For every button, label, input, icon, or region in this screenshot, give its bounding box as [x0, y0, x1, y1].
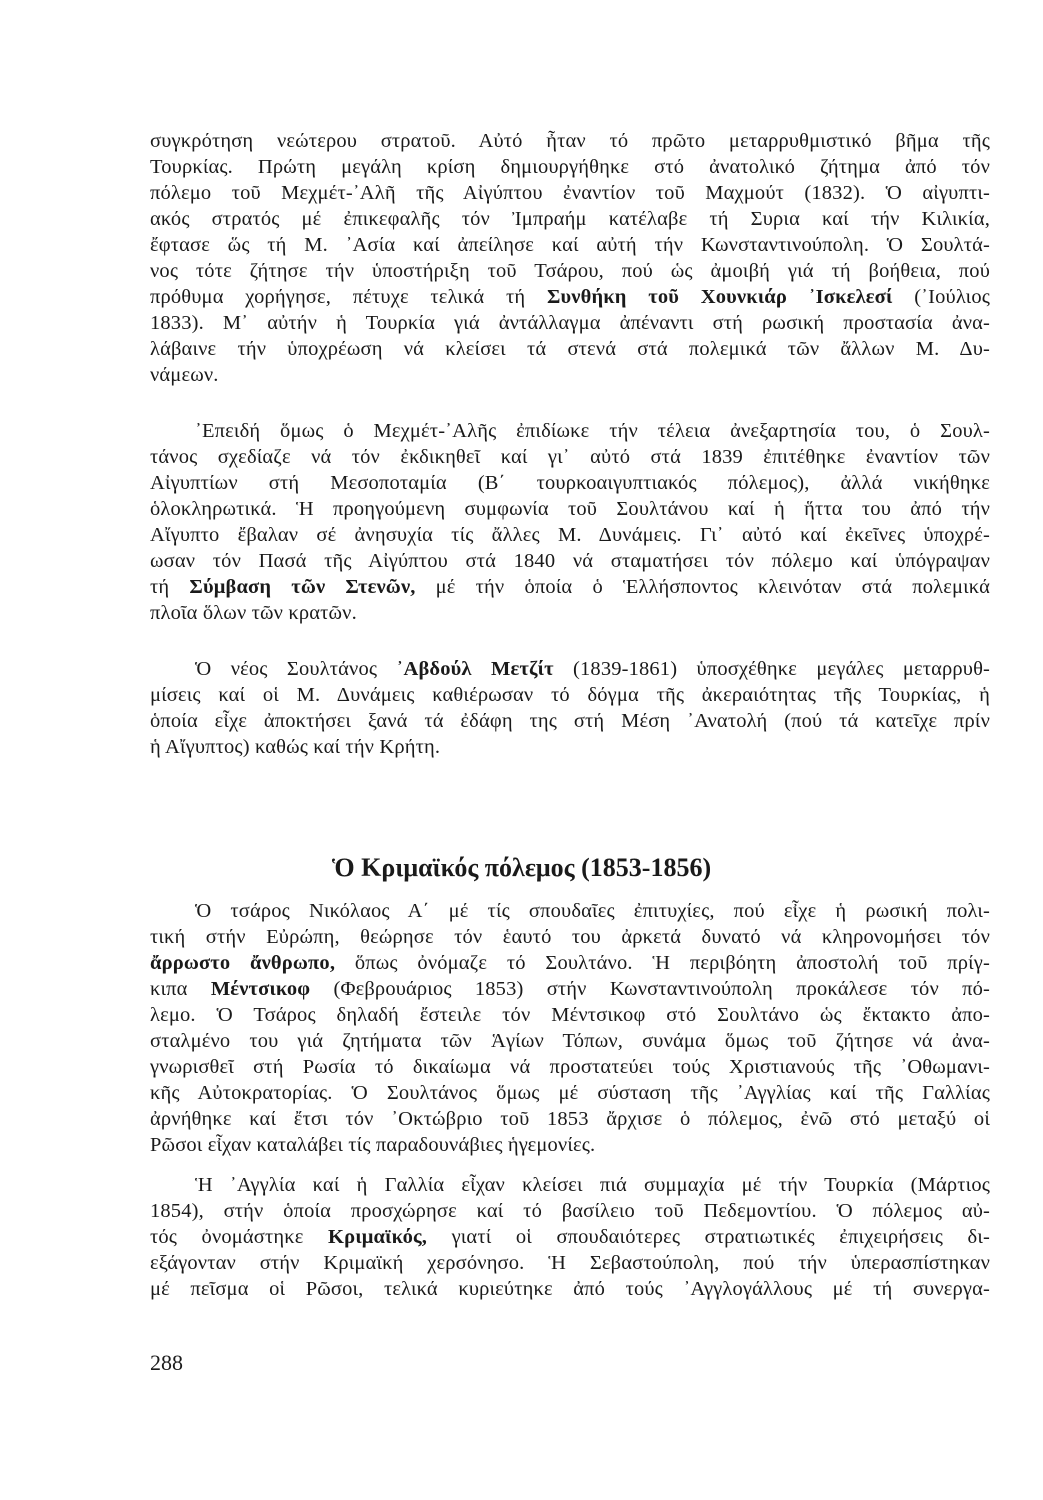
text-line: λάβαινε τήν ὑποχρέωση νά κλείσει τά στενά στά πολεμικά τῶν ἄλλων Μ. Δυ- [150, 338, 990, 360]
text-line: πλοῖα ὅλων τῶν κρατῶν. [150, 602, 357, 624]
text-line: πρόθυμα χορήγησε, πέτυχε τελικά τή Συνθήκη τοῦ Χουνκιάρ ᾿Ισκελεσί (᾿Ιούλιος [150, 286, 991, 308]
text-line: Τουρκίας. Πρώτη μεγάλη κρίση δημιουργήθηκε στό ἀνατολικό ζήτημα ἀπό τόν [150, 156, 990, 178]
text-line: τική στήν Εὐρώπη, θεώρησε τόν ἑαυτό του ἀρκετά δυνατό νά κληρονομήσει τόν [150, 926, 990, 948]
text-line: 1854), στήν ὁποία προσχώρησε καί τό βασίλειο τοῦ Πεδεμοντίου. Ὁ πόλεμος αὐ- [150, 1200, 990, 1222]
text-line: κιπα Μέντσικοφ (Φεβρουάριος 1853) στήν Κωνσταντινούπολη προκάλεσε τόν πό- [150, 978, 990, 1000]
text-line: πόλεμο τοῦ Μεχμέτ-᾿Αλῆ τῆς Αἰγύπτου ἐναντίον τοῦ Μαχμούτ (1832). Ὁ αἰγυπτι- [150, 182, 990, 204]
text-line: Ρῶσοι εἶχαν καταλάβει τίς παραδουνάβιες ἡγεμονίες. [150, 1134, 596, 1156]
text-line: εξάγονταν στήν Κριμαϊκή χερσόνησο. Ἡ Σεβαστούπολη, πού τήν ὑπερασπίστηκαν [150, 1252, 990, 1274]
text-line: τή Σύμβαση τῶν Στενῶν, μέ τήν ὁποία ὁ Ἑλλήσποντος κλεινόταν στά πολεμικά [150, 576, 990, 598]
text-line: ὁλοκληρωτικά. Ἡ προηγούμενη συμφωνία τοῦ Σουλτάνου καί ἡ ἥττα του ἀπό τήν [150, 498, 990, 520]
text-line: κῆς Αὐτοκρατορίας. Ὁ Σουλτάνος ὅμως μέ σύσταση τῆς ᾿Αγγλίας καί τῆς Γαλλίας [150, 1082, 990, 1104]
text-line: Ὁ νέος Σουλτάνος ᾿Αβδούλ Μετζίτ (1839-1861) ὑποσχέθηκε μεγάλες μεταρρυθ- [195, 658, 991, 680]
section-heading: Ὁ Κριμαϊκός πόλεμος (1853-1856) [331, 853, 712, 882]
text-line: Αἰγυπτίων στή Μεσοποταμία (Β΄ τουρκοαιγυπτιακός πόλεμος), ἀλλά νικήθηκε [150, 472, 990, 494]
text-line: ἡ Αἴγυπτος) καθώς καί τήν Κρήτη. [150, 736, 441, 758]
text-line: ακός στρατός μέ ἐπικεφαλῆς τόν Ἰμπραήμ κατέλαβε τή Συρια καί τήν Κιλικία, [150, 208, 990, 230]
bold-term: Συνθήκη τοῦ Χουνκιάρ ᾿Ισκελεσί [546, 286, 893, 308]
bold-term: ᾿Αβδούλ Μετζίτ [396, 658, 554, 680]
text-line: τός ὀνομάστηκε Κριμαϊκός, γιατί οἱ σπουδαιότερες στρατιωτικές ἐπιχειρήσεις δι- [150, 1226, 990, 1248]
page-number: 288 [150, 1350, 183, 1375]
text-line: Ἡ ᾿Αγγλία καί ἡ Γαλλία εἶχαν κλείσει πιά συμμαχία μέ τήν Τουρκία (Μάρτιος [195, 1174, 990, 1196]
text-line: τάνος σχεδίαζε νά τόν ἐκδικηθεῖ καί γι᾿ αὐτό στά 1839 ἐπιτέθηκε ἐναντίον τῶν [150, 446, 990, 468]
text-line: ἄρρωστο ἄνθρωπο, ὅπως ὀνόμαζε τό Σουλτάνο. Ἡ περιβόητη ἀποστολή τοῦ πρίγ- [150, 952, 990, 974]
text-line: λεμο. Ὁ Τσάρος δηλαδή ἔστειλε τόν Μέντσικοφ στό Σουλτάνο ὡς ἔκτακτο ἀπο- [150, 1004, 990, 1026]
text-line: γνωρισθεῖ στή Ρωσία τό δικαίωμα νά προστατεύει τούς Χριστιανούς τῆς ᾿Οθωμανι- [150, 1056, 990, 1078]
bold-term: Σύμβαση τῶν Στενῶν, [189, 576, 416, 598]
text-line: ἔφτασε ὥς τή Μ. ᾿Ασία καί ἀπείλησε καί αὐτή τήν Κωνσταντινούπολη. Ὁ Σουλτά- [150, 234, 990, 256]
text-line: νάμεων. [150, 364, 219, 386]
text-line: μέ πεῖσμα οἱ Ρῶσοι, τελικά κυριεύτηκε ἀπό τούς ᾿Αγγλογάλλους μέ τή συνεργα- [150, 1278, 990, 1300]
bold-term: Μέντσικοφ [210, 978, 311, 1000]
text-line: 1833). Μ᾿ αὐτήν ἡ Τουρκία γιά ἀντάλλαγμα ἀπέναντι στή ρωσική προστασία ἀνα- [150, 312, 990, 334]
text-line: νος τότε ζήτησε τήν ὑποστήριξη τοῦ Τσάρου, πού ὡς ἀμοιβή γιά τή βοήθεια, πού [150, 260, 990, 282]
text-line: ᾿Επειδή ὅμως ὁ Μεχμέτ-᾿Αλῆς ἐπιδίωκε τήν τέλεια ἀνεξαρτησία του, ὁ Σουλ- [195, 420, 990, 442]
text-line: ωσαν τόν Πασά τῆς Αἰγύπτου στά 1840 νά σταματήσει τόν πόλεμο καί ὑπόγραψαν [150, 550, 990, 572]
text-line: ὁποία εἶχε ἀποκτήσει ξανά τά ἐδάφη της στή Μέση ᾿Ανατολή (πού τά κατεῖχε πρίν [150, 710, 990, 732]
bold-term: ἄρρωστο ἄνθρωπο, [150, 952, 336, 974]
text-line: σταλμένο του γιά ζητήματα τῶν Ἁγίων Τόπων, συνάμα ὅμως τοῦ ζήτησε νά ἀνα- [150, 1030, 990, 1052]
bold-term: Κριμαϊκός, [328, 1226, 428, 1248]
text-line: συγκρότηση νεώτερου στρατοῦ. Αὐτό ἦταν τό πρῶτο μεταρρυθμιστικό βῆμα τῆς [150, 130, 990, 152]
text-line: μίσεις καί οἱ Μ. Δυνάμεις καθιέρωσαν τό δόγμα τῆς ἀκεραιότητας τῆς Τουρκίας, ἡ [150, 684, 990, 706]
text-line: Ὁ τσάρος Νικόλαος Α΄ μέ τίς σπουδαῖες ἐπιτυχίες, πού εἶχε ἡ ρωσική πολι- [195, 900, 990, 922]
text-line: ἀρνήθηκε καί ἔτσι τόν ᾿Οκτώβριο τοῦ 1853 ἄρχισε ὁ πόλεμος, ἐνῶ στό μεταξύ οἱ [150, 1108, 990, 1130]
text-line: Αἴγυπτο ἔβαλαν σέ ἀνησυχία τίς ἄλλες Μ. Δυνάμεις. Γι᾿ αὐτό καί ἐκεῖνες ὑποχρέ- [150, 524, 990, 546]
